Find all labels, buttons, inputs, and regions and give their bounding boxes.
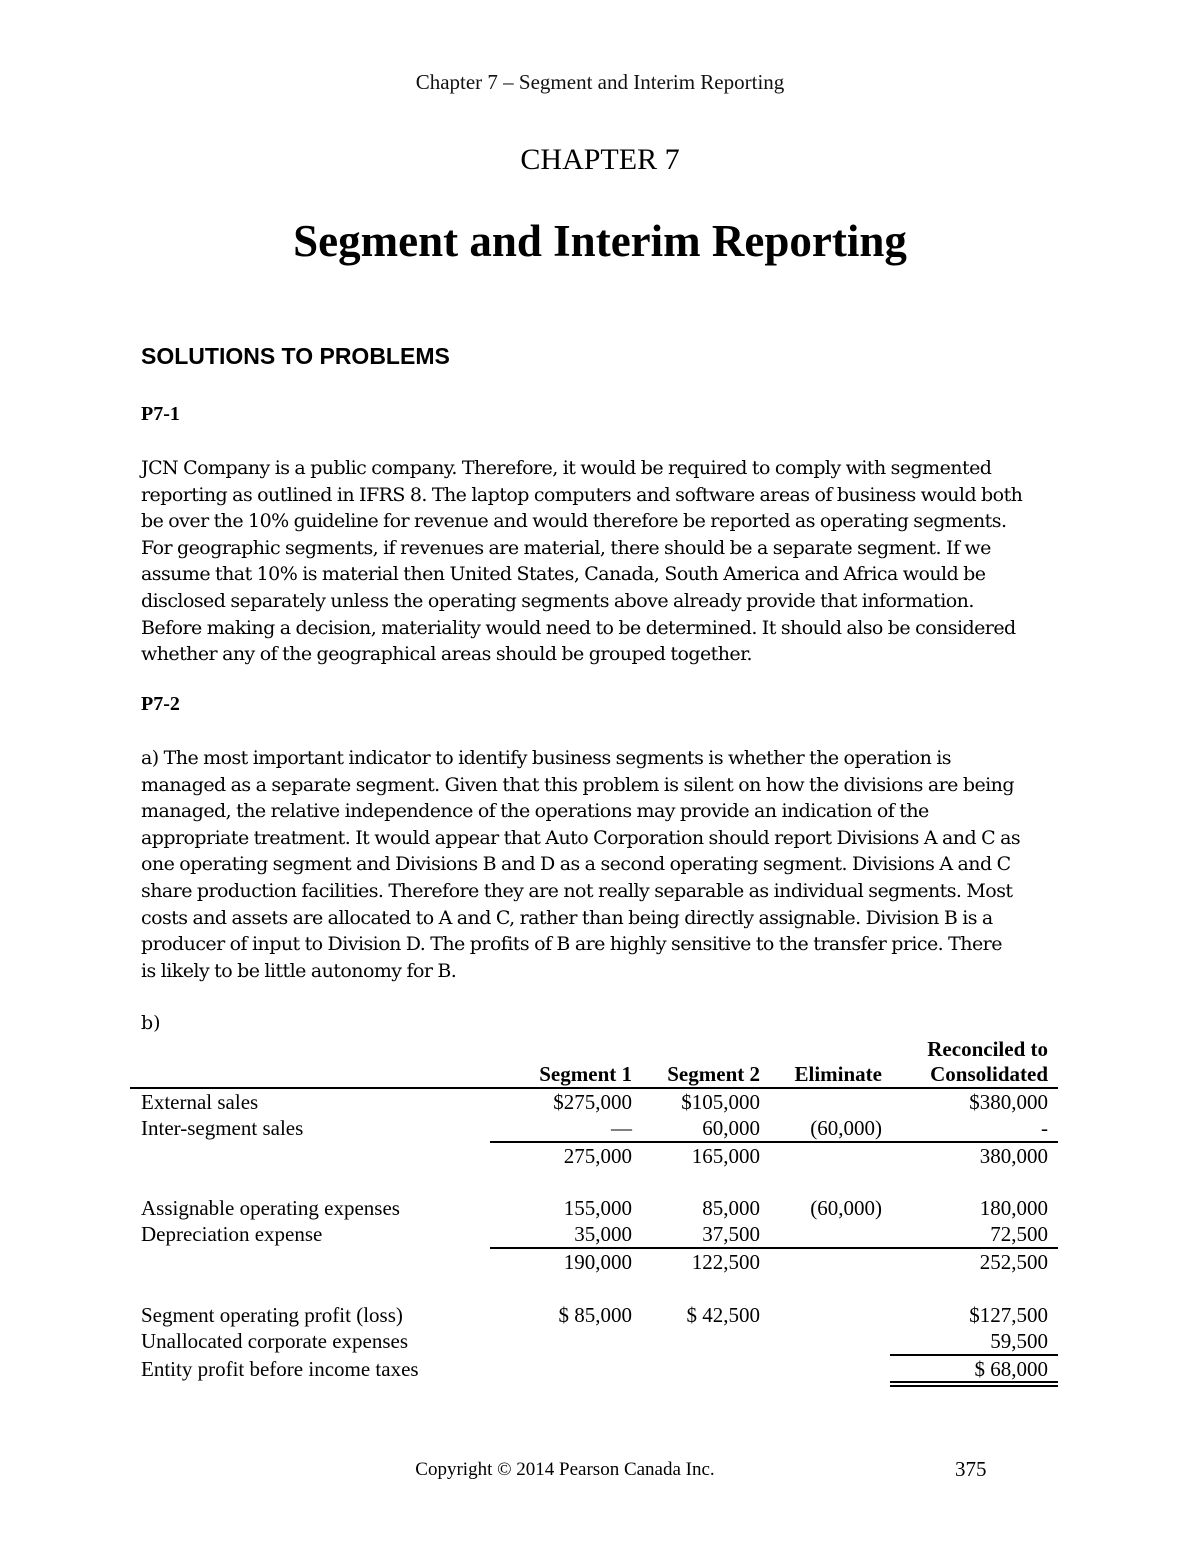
footer-page-number: 375 [955,1457,987,1481]
header-segment-2: Segment 2 [667,1062,760,1086]
paragraph-line: disclosed separately unless the operating segments above already provide that information. [141,589,974,612]
footer-copyright: Copyright © 2014 Pearson Canada Inc. [415,1459,715,1480]
row-label: Unallocated corporate expenses [141,1329,409,1353]
paragraph-line: whether any of the geographical areas should be grouped together. [141,643,753,666]
paragraph-line: JCN Company is a public company. Therefore, it would be required to comply with segmented [141,457,992,479]
running-header: Chapter 7 – Segment and Interim Reporting [415,70,785,94]
cell-seg2: $105,000 [681,1090,760,1114]
row-label: Entity profit before income taxes [141,1357,419,1381]
paragraph-line: is likely to be little autonomy for B. [141,959,457,982]
cell-seg1: 155,000 [563,1196,632,1220]
row-label: Depreciation expense [141,1222,323,1246]
cell-seg2: 60,000 [702,1116,760,1140]
problem-label-p7-1: P7-1 [141,403,180,425]
chapter-title: Segment and Interim Reporting [293,216,907,266]
cell-recon: $127,500 [969,1303,1048,1327]
paragraph-line: appropriate treatment. It would appear that Auto Corporation should report Divisions A and C as [141,826,1021,849]
cell-recon: $ 68,000 [974,1357,1048,1381]
row-label: External sales [141,1090,259,1114]
paragraph-line: share production facilities. Therefore they are not really separable as individual segments. Most [141,879,1013,902]
cell-seg1: 190,000 [563,1250,632,1274]
paragraph-line: managed as a separate segment. Given that this problem is silent on how the divisions are being [141,773,1014,796]
paragraph-line: costs and assets are allocated to A and C, rather than being directly assignable. Division B is a [141,906,993,929]
row-label: Inter-segment sales [141,1116,304,1140]
cell-seg1: $275,000 [553,1090,632,1114]
cell-recon: 59,500 [990,1329,1048,1353]
subtotal-rule [490,1247,1058,1249]
cell-seg1: 275,000 [563,1144,632,1168]
cell-seg2: 37,500 [702,1222,760,1246]
paragraph-line: managed, the relative independence of the operations may provide an indication of the [141,800,929,823]
cell-elim: (60,000) [810,1196,882,1220]
paragraph-line: a) The most important indicator to identify business segments is whether the operation is [141,747,951,769]
header-underline [130,1087,1058,1089]
header-reconciled-line1: Reconciled to [927,1037,1048,1061]
cell-elim: (60,000) [810,1116,882,1140]
section-heading: SOLUTIONS TO PROBLEMS [141,343,450,369]
cell-recon: - [1041,1116,1048,1140]
paragraph-line: be over the 10% guideline for revenue and would therefore be reported as operating segments. [141,510,1007,533]
cell-recon: 72,500 [990,1222,1048,1246]
header-segment-1: Segment 1 [539,1062,632,1086]
cell-seg1: — [611,1116,632,1140]
problem-label-p7-2: P7-2 [141,693,180,715]
row-label: Assignable operating expenses [141,1196,400,1220]
double-rule-bottom [890,1385,1058,1387]
subtotal-rule [490,1141,1058,1143]
cell-recon: 252,500 [979,1250,1048,1274]
header-eliminate: Eliminate [794,1062,882,1086]
cell-seg2: $ 42,500 [686,1303,760,1327]
cell-seg1: 35,000 [574,1222,632,1246]
cell-seg1: $ 85,000 [558,1303,632,1327]
cell-seg2: 122,500 [691,1250,760,1274]
total-rule [890,1354,1058,1356]
double-rule-top [890,1381,1058,1383]
part-b-label: b) [141,1012,161,1034]
paragraph-line: producer of input to Division D. The profits of B are highly sensitive to the transfer price. There [141,933,1002,956]
cell-seg2: 85,000 [702,1196,760,1220]
chapter-number: CHAPTER 7 [520,143,680,176]
paragraph-line: For geographic segments, if revenues are material, there should be a separate segment. If we [141,536,991,559]
paragraph-line: assume that 10% is material then United States, Canada, South America and Africa would be [141,563,986,586]
cell-recon: $380,000 [969,1090,1048,1114]
paragraph-line: Before making a decision, materiality would need to be determined. It should also be considered [141,616,1016,639]
cell-recon: 380,000 [979,1144,1048,1168]
cell-recon: 180,000 [979,1196,1048,1220]
header-reconciled-line2: Consolidated [930,1062,1048,1086]
cell-seg2: 165,000 [691,1144,760,1168]
paragraph-line: one operating segment and Divisions B and D as a second operating segment. Divisions A and C [141,853,1011,876]
row-label: Segment operating profit (loss) [141,1303,403,1327]
paragraph-line: reporting as outlined in IFRS 8. The laptop computers and software areas of business would both [141,483,1023,506]
